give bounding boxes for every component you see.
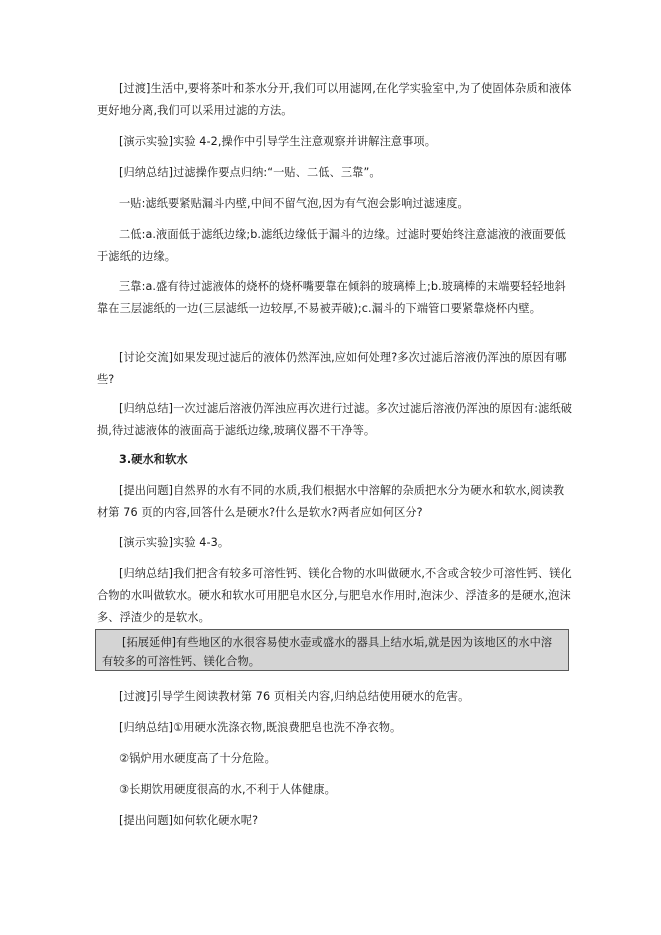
paragraph-one-stick: 一贴:滤纸要紧贴漏斗内壁,中间不留气泡,因为有气泡会影响过滤速度。 <box>119 197 469 210</box>
paragraph-discussion: [讨论交流]如果发现过滤后的液体仍然浑浊,应如何处理?多次过滤后溶液仍浑浊的原因有哪些? <box>97 351 567 386</box>
paragraph-summary-turbid: [归纳总结]一次过滤后溶液仍浑浊应再次进行过滤。多次过滤后溶液仍浑浊的原因有:滤纸破损,待过滤液体的液面高于滤纸边缘,玻璃仪器不干净等。 <box>97 402 573 437</box>
paragraph-hazard-1: [归纳总结]①用硬水洗涤衣物,既浪费肥皂也洗不净衣物。 <box>119 721 402 734</box>
paragraph-hazard-3: ③长期饮用硬度很高的水,不利于人体健康。 <box>119 783 336 796</box>
extension-callout-box <box>95 629 569 671</box>
paragraph-question-soften: [提出问题]如何软化硬水呢? <box>119 814 259 827</box>
paragraph-summary-filter-points: [归纳总结]过滤操作要点归纳:“一贴、二低、三靠”。 <box>119 166 381 179</box>
paragraph-summary-hard-soft: [归纳总结]我们把含有较多可溶性钙、镁化合物的水叫做硬水,不含或含较少可溶性钙、镁化合物的水叫做软水。硬水和软水可用肥皂水区分,与肥皂水作用时,泡沫少、浮渣多的是硬水,泡沫多、浮渣少的是软水。 <box>97 567 572 624</box>
callout-text: [拓展延伸]有些地区的水很容易使水壶或盛水的器具上结水垢,就是因为该地区的水中溶有较多的可溶性钙、镁化合物。 <box>102 636 553 668</box>
paragraph-question-hard-soft: [提出问题]自然界的水有不同的水质,我们根据水中溶解的杂质把水分为硬水和软水,阅读教材第 76 页的内容,回答什么是硬水?什么是软水?两者应如何区分? <box>97 484 565 519</box>
paragraph-three-lean: 三靠:a.盛有待过滤液体的烧杯的烧杯嘴要靠在倾斜的玻璃棒上;b.玻璃棒的末端要轻轻地斜靠在三层滤纸的一边(三层滤纸一边较厚,不易被弄破);c.漏斗的下端管口要紧靠烧杯内壁。 <box>97 280 566 315</box>
paragraph-demo-experiment-4-3: [演示实验]实验 4-3。 <box>119 536 230 549</box>
section-heading-hard-soft-water: 3.硬水和软水 <box>119 453 188 466</box>
paragraph-transition-hazards: [过渡]引导学生阅读教材第 76 页相关内容,归纳总结使用硬水的危害。 <box>119 690 470 703</box>
paragraph-transition-filter: [过渡]生活中,要将茶叶和茶水分开,我们可以用滤网,在化学实验室中,为了使固体杂质和液体更好地分离,我们可以采用过滤的方法。 <box>97 82 572 117</box>
paragraph-demo-experiment-4-2: [演示实验]实验 4-2,操作中引导学生注意观察并讲解注意事项。 <box>119 135 437 148</box>
paragraph-hazard-2: ②锅炉用水硬度高了十分危险。 <box>119 752 276 765</box>
paragraph-two-low: 二低:a.液面低于滤纸边缘;b.滤纸边缘低于漏斗的边缘。过滤时要始终注意滤液的液面要低于滤纸的边缘。 <box>97 228 566 263</box>
